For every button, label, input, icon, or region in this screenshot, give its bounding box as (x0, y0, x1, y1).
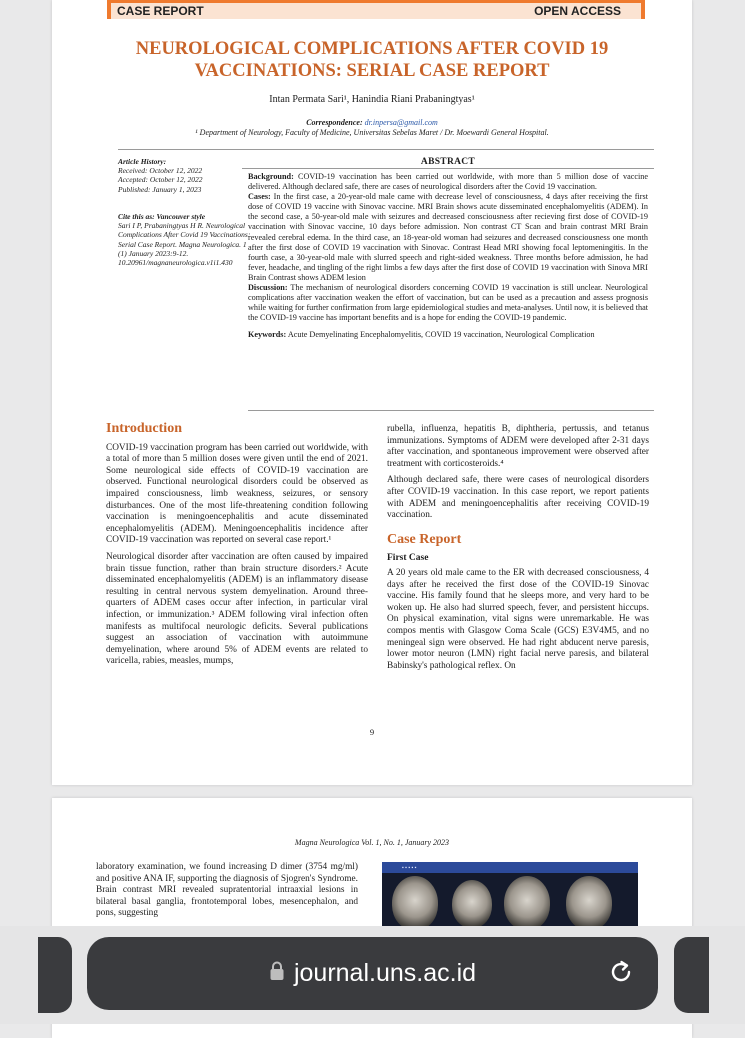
article-page-1 (52, 0, 692, 785)
abstract-rule (242, 168, 654, 169)
mri-slice (566, 876, 612, 930)
divider (118, 149, 654, 150)
right-column (387, 424, 649, 677)
first-case-heading: First Case (387, 553, 429, 564)
first-case-paragraph: A 20 years old male came to the ER with decreased consciousness, 4 days after he received the first dose of the COVID-19 Sinovac vaccine. His family found that he sleeps more, and very hard to be woken up. He also had slurred speech, fever, and persistent hiccups. On physical examination, vital signs were unremarkable. He was compos mentis with Glasgow Coma Scale (GCS) E3V4M5, and no meningeal sign were observed. He had right abducent nerve paresis, lower motor neuron (LMN) right facial nerve paresis, and bilateral Babinsky's pathological reflex. On (387, 567, 649, 671)
mri-toolbar: ▪ ▪ ▪ ▪ ▪ (402, 865, 417, 871)
correspondence-email[interactable]: dr.inpersa@gmail.com (364, 118, 438, 127)
introduction-heading: Introduction (106, 421, 182, 436)
abstract-heading: ABSTRACT (420, 157, 476, 167)
next-tab[interactable] (674, 937, 709, 1013)
department: ¹ Department of Neurology, Faculty of Medicine, Universitas Sebelas Maret / Dr. Moewardi General Hospital. (195, 128, 549, 137)
right-paragraph-1: rubella, influenza, hepatitis B, diphtheria, pertussis, and tetanus immunizations. Symptoms of ADEM were developed after 2-31 days after vaccination, and spontaneous improvement were observed after treatment with corticosteroids.⁴ (387, 424, 649, 469)
address-bar[interactable] (87, 937, 658, 1010)
correspondence: Correspondence: dr.inpersa@gmail.com (306, 118, 438, 127)
abstract: Background: COVID-19 vaccination has been carried out worldwide, with more than 5 million dose of vaccine delivered. Although declared safe, there are cases of neurological disorders after the Covid 19 vaccination. Cases: In the first case, a 20-year-old male came with decrease level of consciousness, 4 days after receiving the first dose of COVID 19 vaccine with Sinovac vaccine. MRI Brain shows acute disseminated encephalomyelitis (ADEM). In the second case, a 50-year-old male with seizures and decreased consciousness after recieving first dose of COVID-19 vaccination with Sinovac vaccine, 10 days before admission. Non contrast CT Scan and brain contrast MRI Brain revealed cerebral edema. In the third case, an 18-year-old woman had seizures and decreased consciousness one month after the first dose of COVID 19 vaccination with Sinovac. Contrast Head MRI showing focal leptomeningitis. In the fourth case, a 30-year-old male with slurred speech and right-sided weakness. Three months before admission, he had fever, headache, and tingling of the right limbs a few days after the first dose of COVID 19 vaccination with Sinova MRI Brain Contrast shows ADEM lesion Discussion: The mechanism of neurological disorders concerning COVID 19 vaccination is still unclear. Neurological complications after vaccination weaken the effort of vaccination, but can be used as a precaution and assess prognosis while waiting for further confirmation from large epidemiological studies and meta-analyses. Until now, it is believed that the COVID-19 vaccine has important benefits and is a hope for ending the COVID-19 pandemic. Keywords: Acute Demyelinating Encephalomyelitis, COVID 19 vaccination, Neurological Complication (248, 172, 649, 340)
mri-slice (392, 876, 438, 930)
authors: Intan Permata Sari¹, Hanindia Riani Prabaningtyas¹ (269, 94, 475, 105)
left-column (106, 423, 368, 673)
right-paragraph-2: Although declared safe, there were cases of neurological disorders after COVID-19 vaccination. In this case report, we report patients with ADEM and meningoencephalitis after receiving COVID-19 vaccination. (387, 475, 649, 521)
article-title: NEUROLOGICAL COMPLICATIONS AFTER COVID 19 VACCINATIONS: SERIAL CASE REPORT (135, 39, 609, 81)
journal-header: Magna Neurologica Vol. 1, No. 1, January 2023 (294, 838, 450, 847)
previous-tab[interactable] (38, 937, 72, 1013)
reload-icon[interactable] (606, 957, 636, 987)
page2-paragraph: laboratory examination, we found increasing D dimer (3754 mg/ml) and positive ANA IF, supporting the diagnosis of Sjogren's Syndrome. Brain contrast MRI revealed supratentorial intraaxial lesions in bilateral basal ganglia, frontotemporal lobes, mesencephalon, and pons, suggesting (96, 862, 358, 919)
intro-paragraph-1: COVID-19 vaccination program has been carried out worldwide, with a total of more than 5 million doses were given until the end of 2021. Some neurological side effects of COVID-19 vaccination are observed. Functional neurological disorders could be observed as impaired consciousness, limb weakness, seizures, or sensory disturbances. One of the most life-threatening condition following vaccination is meningoencephalitis and acute disseminated encephalomyelitis (ADEM). Meningoencephalitis incidence after COVID-19 vaccination was reported on several case report.¹ (106, 442, 368, 546)
lock-icon (269, 959, 285, 988)
header-banner (107, 0, 645, 19)
page-number: 9 (369, 727, 375, 737)
case-report-label: CASE REPORT (117, 4, 204, 18)
citation: Cite this as: Vancouver style Sari I P, Prabaningtyas H R. Neurological Complications After Covid 19 Vaccinations: Serial Case Report. Magna Neurologica. 1 (1) January 2023:9-12. 10.20961/magnaneurologica.v1i1.430 (118, 212, 251, 268)
intro-paragraph-2: Neurological disorder after vaccination are often caused by impaired brain tissue function, rather than brain structure disorders.² Acute disseminated encephalomyelitis (ADEM) is an inflammatory disease resulting in central nervous system demyelination. Around three-quarters of ADEM cases occur after infection, in particular viral infection, or immunization.³ ADEM following viral infection often manifests as multifocal neurologic deficits. Several publications suggest an association of vaccination with autoimmune demyelination, where around 5% of ADEM events are related to varicella, rabies, measles, mumps, (106, 551, 368, 667)
mri-slice (452, 880, 492, 928)
article-history: Article History: Received: October 12, 2022 Accepted: October 12, 2022 Published: January 1, 2023 (118, 157, 203, 194)
open-access-label: OPEN ACCESS (534, 4, 621, 18)
case-report-heading: Case Report (387, 531, 462, 547)
url-text[interactable]: journal.uns.ac.id (293, 959, 477, 987)
abstract-divider (248, 410, 654, 411)
mri-slice (504, 876, 550, 930)
